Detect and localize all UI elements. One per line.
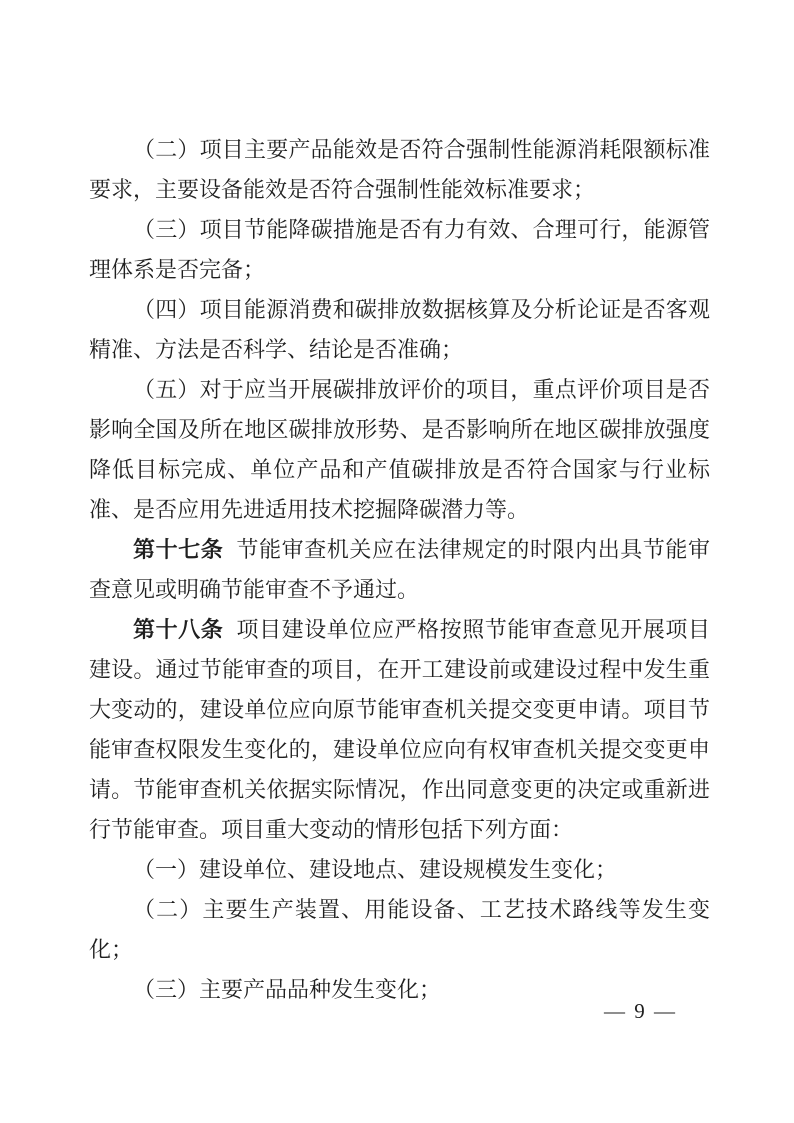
paragraph-text: 项目建设单位应严格按照节能审查意见开展项目建设。通过节能审查的项目，在开工建设前或建设过程中发生重大变动的，建设单位应向原节能审查机关提交变更申请。项目节能审查权限发生变化的，建设单位应向有权审查机关提交变更申请。节能审查机关依据实际情况，作出同意变更的决定或重新进行节能审查。项目重大变动的情形包括下列方面： — [89, 617, 710, 842]
article-number: 第十八条 — [133, 617, 224, 642]
paragraph — [89, 210, 710, 290]
paragraph-text: （二）主要生产装置、用能设备、工艺技术路线等发生变化； — [89, 897, 710, 962]
paragraph-text: 节能审查机关应在法律规定的时限内出具节能审查意见或明确节能审查不予通过。 — [89, 537, 710, 602]
paragraph-text: （四）项目能源消费和碳排放数据核算及分析论证是否客观精准、方法是否科学、结论是否准确； — [89, 297, 710, 362]
paragraph — [89, 610, 710, 850]
paragraph — [89, 370, 710, 530]
paragraph — [89, 850, 710, 890]
paragraph — [89, 890, 710, 970]
page-number: — 9 — — [604, 999, 677, 1023]
paragraph-text: （三）项目节能降碳措施是否有力有效、合理可行，能源管理体系是否完备； — [89, 217, 710, 282]
document-body — [89, 130, 710, 1010]
article-number: 第十七条 — [133, 537, 224, 562]
paragraph — [89, 130, 710, 210]
paragraph-text: （五）对于应当开展碳排放评价的项目，重点评价项目是否影响全国及所在地区碳排放形势、是否影响所在地区碳排放强度降低目标完成、单位产品和产值碳排放是否符合国家与行业标准、是否应用先进适用技术挖掘降碳潜力等。 — [89, 377, 710, 522]
paragraph-text: （一）建设单位、建设地点、建设规模发生变化； — [133, 857, 618, 882]
paragraph — [89, 530, 710, 610]
paragraph — [89, 290, 710, 370]
paragraph-text: （三）主要产品品种发生变化； — [133, 977, 442, 1002]
paragraph-text: （二）项目主要产品能效是否符合强制性能源消耗限额标准要求，主要设备能效是否符合强制性能效标准要求； — [89, 137, 710, 202]
